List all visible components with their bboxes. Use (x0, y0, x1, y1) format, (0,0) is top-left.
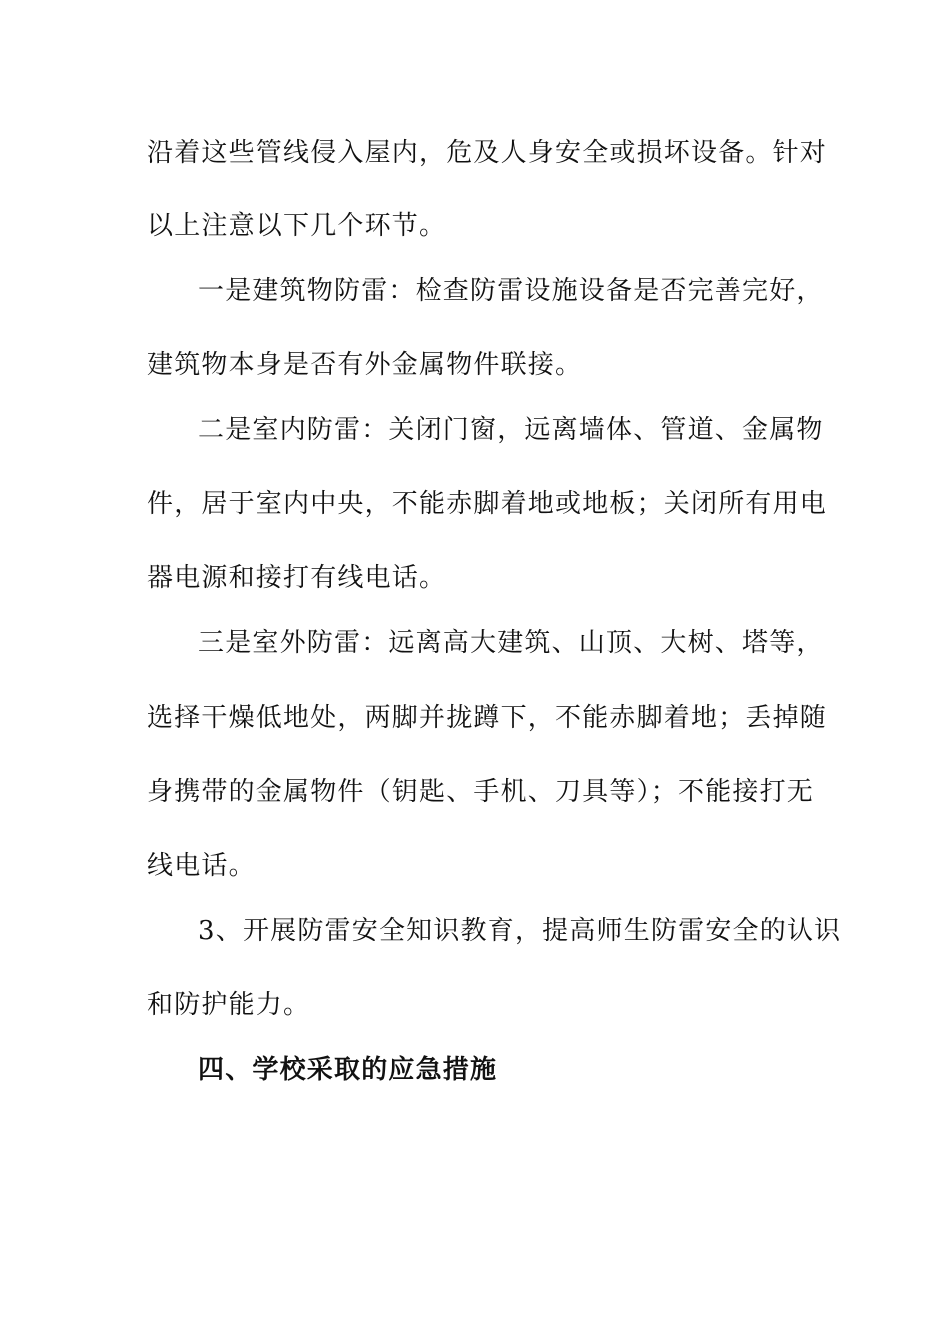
paragraph-line: 三是室外防雷：远离高大建筑、山顶、大树、塔等， (198, 628, 824, 658)
paragraph-line: 和防护能力。 (147, 990, 311, 1020)
paragraph-line: 3、开展防雷安全知识教育，提高师生防雷安全的认识 (198, 916, 842, 946)
paragraph-line: 线电话。 (147, 851, 256, 881)
paragraph-line: 二是室内防雷：关闭门窗，远离墙体、管道、金属物 (198, 415, 824, 445)
paragraph-line: 选择干燥低地处，两脚并拢蹲下，不能赤脚着地；丢掉随 (147, 703, 828, 733)
paragraph-line: 沿着这些管线侵入屋内，危及人身安全或损坏设备。针对 (147, 138, 828, 168)
paragraph-line: 件，居于室内中央，不能赤脚着地或地板；关闭所有用电 (147, 489, 828, 519)
section-heading: 四、学校采取的应急措施 (198, 1055, 498, 1085)
paragraph-line: 以上注意以下几个环节。 (147, 211, 447, 241)
paragraph-line: 建筑物本身是否有外金属物件联接。 (147, 350, 583, 380)
paragraph-line: 器电源和接打有线电话。 (147, 563, 447, 593)
paragraph-line: 一是建筑物防雷：检查防雷设施设备是否完善完好， (198, 276, 824, 306)
paragraph-line: 身携带的金属物件（钥匙、手机、刀具等）；不能接打无 (147, 777, 815, 807)
